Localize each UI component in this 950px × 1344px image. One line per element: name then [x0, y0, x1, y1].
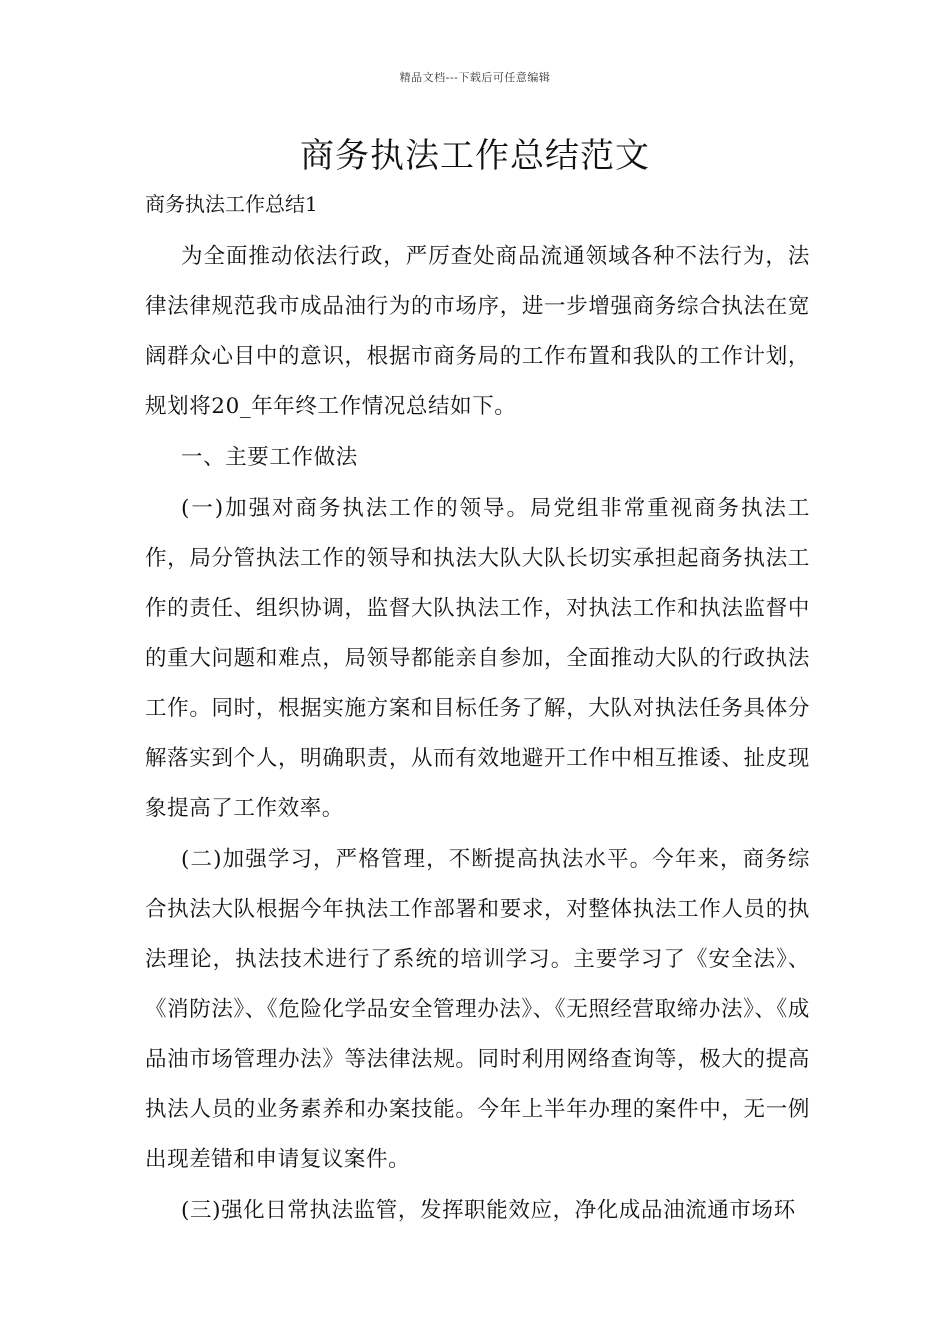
page-title: 商务执法工作总结范文	[300, 136, 650, 176]
section-subtitle: 商务执法工作总结1	[145, 192, 318, 216]
paragraph-intro: 为全面推动依法行政，严厉查处商品流通领域各种不法行为，法律法律规范我市成品油行为的市场序，进一步增强商务综合执法在宽阔群众心目中的意识，根据市商务局的工作布置和我队的工作计划，规划将20_年年终工作情况总结如下。	[145, 244, 810, 419]
paragraph-leadership: (一)加强对商务执法工作的领导。局党组非常重视商务执法工作，局分管执法工作的领导和执法大队大队长切实承担起商务执法工作的责任、组织协调，监督大队执法工作，对执法工作和执法监督中的重大问题和难点，局领导都能亲自参加，全面推动大队的行政执法工作。同时，根据实施方案和目标任务了解，大队对执法任务具体分解落实到个人，明确职责，从而有效地避开工作中相互推诿、扯皮现象提高了工作效率。	[145, 496, 810, 821]
header-note: 精品文档---下载后可任意编辑	[399, 71, 551, 84]
section-heading: 一、主要工作做法	[181, 445, 358, 470]
document-body	[145, 232, 810, 1237]
paragraph-supervision: (三)强化日常执法监管，发挥职能效应，净化成品油流通市场环	[181, 1198, 796, 1223]
paragraph-learning: (二)加强学习，严格管理，不断提高执法水平。今年来，商务综合执法大队根据今年执法工作部署和要求，对整体执法工作人员的执法理论，执法技术进行了系统的培训学习。主要学习了《安全法》、《消防法》、《危险化学品安全管理办法》、《无照经营取缔办法》、《成品油市场管理办法》等法律法规。同时利用网络查询等，极大的提高执法人员的业务素养和办案技能。今年上半年办理的案件中，无一例出现差错和申请复议案件。	[145, 847, 810, 1172]
